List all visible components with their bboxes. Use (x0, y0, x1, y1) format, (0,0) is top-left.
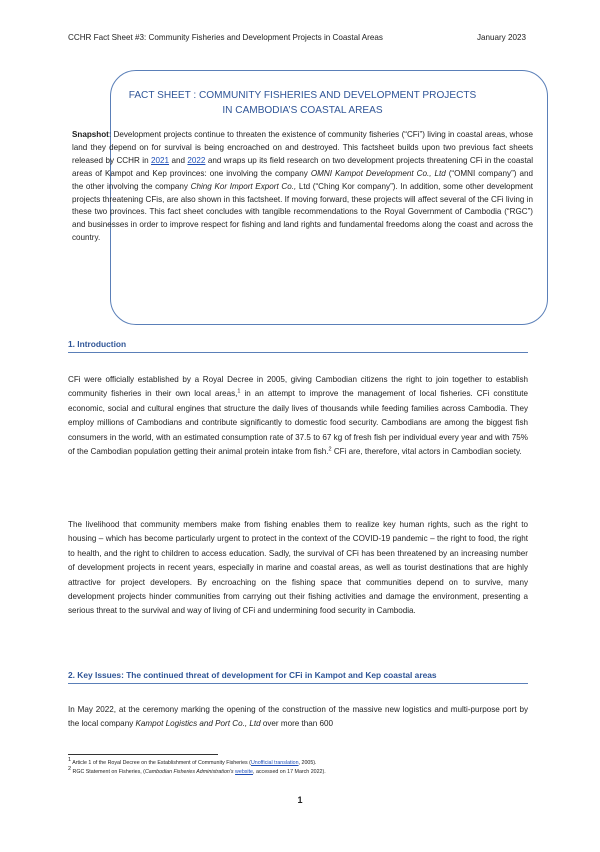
fact-sheet-title (72, 88, 533, 118)
intro-paragraph-2: The livelihood that community members make from fishing enables them to realize key human rights, such as the right to housing – which has become particularly urgent to protect in the context of the COVID-19 pandemic – the right to food, the right to health, and the right to children to access education. Sadly, the survival of CFi has been threatened by an increasing number of development projects in recent years, especially in marine and coastal areas, as well as tourist destinations that are highly attractive for project developers. By encroaching on the fishing space that communities depend on to survive, many development projects hinder communities from carrying out their fishing activities and damage the environment, presenting a serious threat to the survival and way of living of CFi and undermining food security in Cambodia. (68, 520, 528, 616)
footnote-2-number: 2 (68, 766, 72, 773)
company-kampot-logistics: Kampot Logistics and Port Co., Ltd (135, 719, 261, 729)
footnote-1-text-b: , 2005). (298, 760, 317, 766)
footnote-1-link[interactable]: Unofficial translation (250, 760, 299, 766)
footnote-2-source: Cambodian Fisheries Administration’s (144, 769, 236, 775)
footnote-ref-1[interactable]: 1 (237, 388, 241, 395)
page-number: 1 (297, 795, 303, 805)
intro-text-1b: in an attempt to improve the management of local fisheries. CFi constitute economic, social and cultural engines that structure the daily lives of thousands while feeding families across Cambodia. They employ millions of Cambodians and contribute significantly to domestic food security. Cambodians are among the biggest fish consumers in the world, with an estimated consumption rate of 37.5 to 67 kg of fresh fish per individual every year and with 75% of the Cambodian population getting their animal protein intake from fish. (68, 389, 529, 457)
company-omni: OMNI Kampot Development Co., Ltd (310, 168, 446, 178)
footnote-1-number: 1 (68, 757, 72, 764)
section-heading-key-issues: 2. Key Issues: The continued threat of development for CFi in Kampot and Kep coastal areas (68, 670, 528, 684)
title-line-2: IN CAMBODIA’S COASTAL AREAS (222, 105, 383, 116)
intro-paragraph-1 (68, 373, 528, 459)
intro-text-1c: CFi are, therefore, vital actors in Cambodian society. (331, 447, 522, 457)
snapshot-text-2: and (169, 155, 188, 165)
fact-sheet-content (72, 88, 533, 245)
footnote-1-text-a: Article 1 of the Royal Decree on the Establishment of Community Fisheries ( (71, 760, 251, 766)
footnote-2-link[interactable]: website (235, 769, 254, 775)
footnotes (68, 759, 528, 777)
page-header (68, 33, 526, 42)
snapshot-text-5: Ltd (“Ching Kor company”). In addition, some other development projects threatening CFis, are also shown in this factsheet. If moving forward, these projects will affect several of the CFi living in these two provinces. This fact sheet concludes with tangible recommendations to the Royal Government of Cambodia (“RGC”) and businesses in order to improve respect for fishing and land rights and fundamental freedoms along the coast and across the country. (72, 181, 533, 243)
key-issues-text-1b: over more than 600 (260, 719, 334, 729)
snapshot-text-3: and wraps up its field research on two development projects threatening CFi in the coastal areas of Kampot and Kep provinces: one involving the company (72, 155, 533, 178)
snapshot-text-1: : Development projects continue to threaten the existence of community fisheries (“CFi”) living in coastal areas, whose land they depend on for survival is being encroached on and destroyed. This factsheet builds upon two previous fact sheets released by CCHR in (72, 130, 533, 165)
header-date: January 2023 (476, 33, 526, 42)
section-heading-introduction: 1. Introduction (68, 339, 528, 353)
snapshot-paragraph (72, 129, 533, 245)
intro-text-1a: CFi were officially established by a Royal Decree in 2005, giving Cambodian citizens the right to join together to establish community fisheries in their own local areas, (68, 375, 528, 399)
snapshot-text-4: (“OMNI company”) and the other involving the company (72, 168, 533, 191)
link-2021[interactable]: 2021 (151, 155, 170, 165)
company-ching-kor: Ching Kor Import Export Co., (190, 181, 297, 191)
snapshot-label: Snapshot (72, 130, 109, 139)
footnote-2-text-a: RGC Statement on Fisheries, ( (71, 769, 145, 775)
footnote-divider (68, 754, 218, 755)
link-2022[interactable]: 2022 (187, 155, 206, 165)
key-issues-paragraph-1 (68, 703, 528, 732)
header-title: CCHR Fact Sheet #3: Community Fisheries and Development Projects in Coastal Areas (68, 33, 383, 42)
title-line-1: FACT SHEET : COMMUNITY FISHERIES AND DEVELOPMENT PROJECTS (128, 90, 477, 101)
footnote-ref-2[interactable]: 2 (328, 446, 332, 453)
footnote-1 (68, 759, 528, 768)
key-issues-text-1a: In May 2022, at the ceremony marking the opening of the construction of the massive new logistics and multi-purpose port by the local company (68, 705, 528, 729)
footnote-2 (68, 768, 528, 777)
footnote-2-text-b: , accessed on 17 March 2022). (253, 769, 326, 775)
